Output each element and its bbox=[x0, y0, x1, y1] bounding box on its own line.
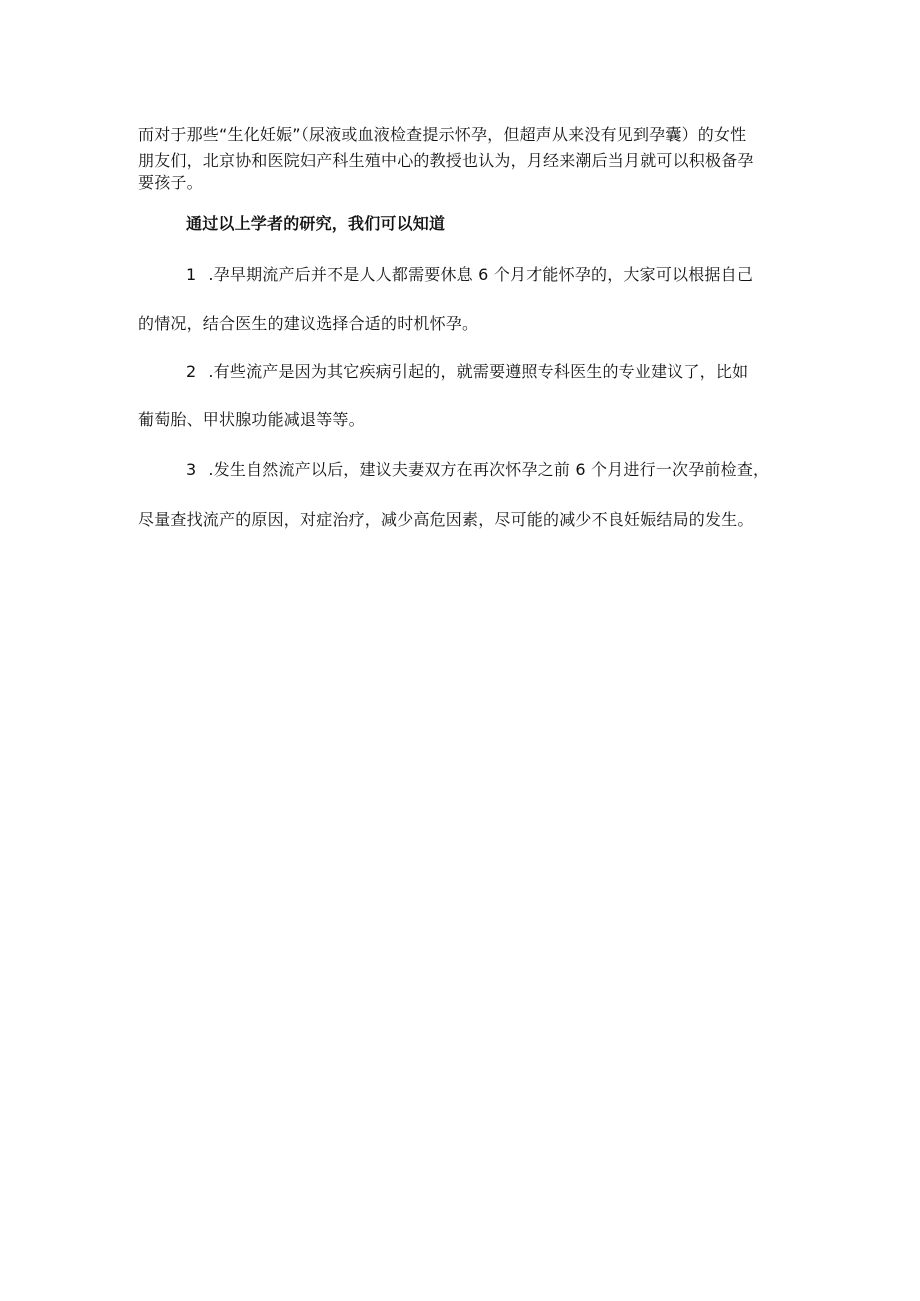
list-item-3-line-1 bbox=[186, 457, 798, 483]
list-item-2-line-2: 葡萄胎、甲状腺功能减退等等。 bbox=[138, 410, 365, 429]
list-item-3-line-2: 尽量查找流产的原因，对症治疗，减少高危因素，尽可能的减少不良妊娠结局的发生。 bbox=[138, 510, 754, 529]
list-item-1-line-2: 的情况，结合医生的建议选择合适的时机怀孕。 bbox=[138, 314, 479, 333]
list-item-1-text: .孕早期流产后并不是人人都需要休息 6 个月才能怀孕的，大家可以根据自己 bbox=[208, 265, 754, 284]
intro-line-1: 而对于那些“生化妊娠”（尿液或血液检查提示怀孕，但超声从来没有见到孕囊）的女性 bbox=[138, 125, 747, 144]
list-item-2-line-1 bbox=[186, 359, 798, 385]
conclusion-heading: 通过以上学者的研究，我们可以知道 bbox=[186, 214, 446, 233]
list-item-1-number: 1 bbox=[186, 265, 197, 284]
list-item-2-text: .有些流产是因为其它疾病引起的，就需要遵照专科医生的专业建议了，比如 bbox=[208, 362, 749, 381]
list-item-1-line-1 bbox=[186, 262, 798, 288]
list-item-2-number: 2 bbox=[186, 362, 197, 381]
list-item-3-text: .发生自然流产以后，建议夫妻双方在再次怀孕之前 6 个月进行一次孕前检查， bbox=[208, 460, 770, 479]
intro-line-2: 朋友们，北京协和医院妇产科生殖中心的教授也认为，月经来潮后当月就可以积极备孕 bbox=[138, 151, 754, 170]
list-item-3-number: 3 bbox=[186, 460, 197, 479]
intro-line-3: 要孩子。 bbox=[138, 173, 203, 192]
